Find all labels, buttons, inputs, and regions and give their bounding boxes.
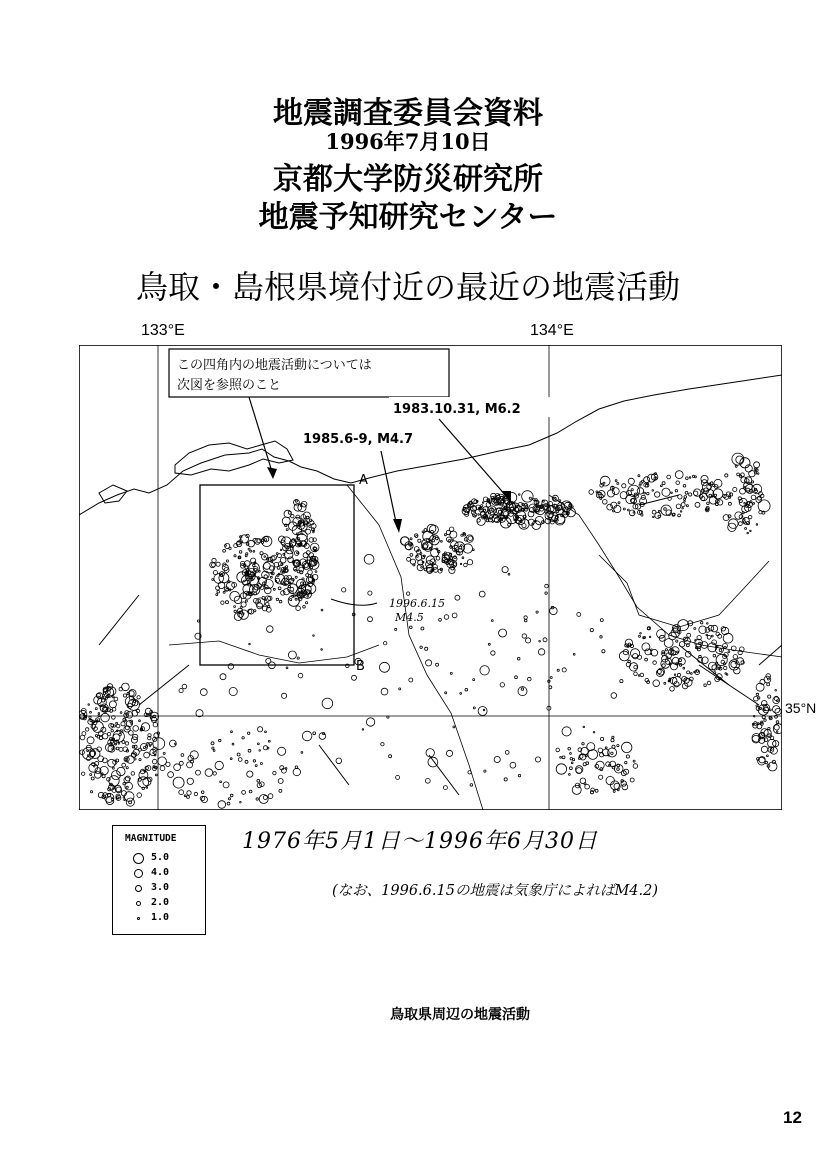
legend-title: MAGNITUDE [125,833,177,844]
figure-caption: 鳥取県周辺の地震活動 [390,1007,530,1023]
map-title: 鳥取・島根県境付近の最近の地震活動 [135,268,680,306]
corner-label-b: B [356,659,365,674]
box-note-line2: 次図を参照のこと [177,378,282,393]
legend-label: 3.0 [151,882,170,893]
corner-label-a: A [359,473,368,488]
doc-org-institute: 京都大学防災研究所 [273,162,543,197]
legend-label: 2.0 [151,897,170,908]
lon-tick-134: 134°E [530,322,574,339]
legend-label: 1.0 [151,912,170,923]
legend-label: 4.0 [151,867,170,878]
observation-period: 1976年5月1日～1996年6月30日 [242,829,598,854]
doc-org-center: 地震予知研究センター [258,200,558,235]
magnitude-legend [112,825,206,935]
seismicity-map [79,345,782,810]
legend-symbol [137,917,140,920]
event-1985-label: 1985.6-9, M4.7 [303,432,414,447]
lat-tick-35: 35°N [785,700,816,716]
page-number: 12 [783,1108,802,1127]
event-1983-label: 1983.10.31, M6.2 [393,402,521,417]
box-note-line1: この四角内の地震活動については [177,358,372,373]
legend-symbol [133,853,144,864]
legend-symbol [134,869,143,878]
event-1996-mag: M4.5 [395,611,424,624]
legend-symbol [135,885,142,892]
event-1996-date: 1996.6.15 [389,597,445,610]
jma-note: (なお、1996.6.15の地震は気象庁によればM4.2) [332,883,659,899]
legend-symbol [136,901,141,906]
doc-date: 1996年7月10日 [325,129,491,154]
lon-tick-133: 133°E [141,322,185,339]
doc-title-committee: 地震調査委員会資料 [273,96,543,131]
legend-label: 5.0 [151,852,170,863]
